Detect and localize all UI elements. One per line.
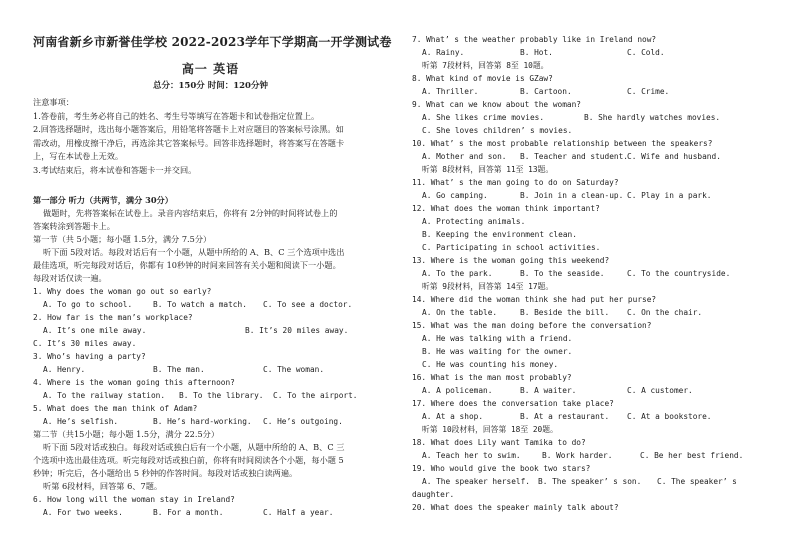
question-15-option-b: B. He was waiting for the owner. — [422, 347, 573, 356]
question-1: 1. Why does the woman go out so early? — [33, 287, 212, 296]
part1-heading: 第一部分 听力（共两节，满分 30分） — [33, 195, 173, 205]
question-14: 14. Where did the woman think she had put her purse? — [412, 295, 657, 304]
option-b: B. Hot. — [520, 48, 553, 57]
question-12-option-c: C. Participating in school activities. — [422, 243, 601, 252]
material-6-note: 听第 6段材料，回答第 6、7题。 — [43, 481, 163, 491]
part1-intro-a: 做题时，先将答案标在试卷上。录音内容结束后，你将有 2分钟的时间将试卷上的 — [43, 208, 338, 218]
question-4-options — [33, 389, 388, 402]
question-13: 13. Where is the woman going this weekend? — [412, 256, 610, 265]
question-5-options — [33, 415, 388, 428]
option-a: A. Mother and son. — [422, 152, 507, 161]
question-15-option-c: C. He was counting his money. — [422, 360, 559, 369]
option-c: C. To the countryside. — [627, 269, 731, 278]
question-18: 18. What does Lily want Tamika to do? — [412, 438, 586, 447]
option-c: C. Half a year. — [263, 508, 334, 517]
question-3-options — [33, 363, 388, 376]
option-b: B. Join in a clean-up. — [520, 191, 624, 200]
option-b: B. To watch a match. — [153, 300, 247, 309]
option-a: A. A policeman. — [422, 386, 493, 395]
question-12-option-b: B. Keeping the environment clean. — [422, 230, 577, 239]
question-2-options — [33, 324, 388, 337]
option-b: B. The man. — [153, 365, 205, 374]
option-c: C. At a bookstore. — [627, 412, 712, 421]
option-c: C. To see a doctor. — [263, 300, 353, 309]
option-b: B. Beside the bill. — [520, 308, 610, 317]
question-19: 19. Who would give the book two stars? — [412, 464, 591, 473]
question-8-options — [412, 85, 762, 98]
notice-heading: 注意事项： — [33, 97, 74, 107]
option-a: A. The speaker herself. — [422, 477, 530, 486]
option-c: C. On the chair. — [627, 308, 703, 317]
question-18-options — [412, 449, 762, 462]
option-c: C. The speaker’ s — [657, 477, 737, 486]
option-a: A. Thriller. — [422, 87, 479, 96]
question-3: 3. Who’s having a party? — [33, 352, 146, 361]
option-a: A. Henry. — [43, 365, 86, 374]
question-11: 11. What’ s the man going to do on Saturday? — [412, 178, 619, 187]
option-b: B. Cartoon. — [520, 87, 572, 96]
question-15-option-a: A. He was talking with a friend. — [422, 334, 573, 343]
question-11-options — [412, 189, 762, 202]
notice-item-2c: 上，写在本试卷上无效。 — [33, 151, 124, 161]
part1-questions-continued — [412, 33, 762, 514]
question-7: 7. What’ s the weather probably like in Ireland now? — [412, 35, 657, 44]
option-b: B. She hardly watches movies. — [584, 113, 721, 122]
option-a: A. It’s one mile away. — [43, 326, 147, 335]
option-c: C. He’s outgoing. — [263, 417, 343, 426]
question-14-options — [412, 306, 762, 319]
question-17: 17. Where does the conversation take place? — [412, 399, 614, 408]
material-10-note: 听第 10段材料，回答第 18至 20题。 — [422, 425, 558, 434]
question-9-option-c: C. She loves children’ s movies. — [422, 126, 573, 135]
section1-text-c: 每段对话仅读一遍。 — [33, 273, 107, 283]
option-a: A. On the table. — [422, 308, 498, 317]
option-a: A. To the railway station. — [43, 391, 166, 400]
option-c: C. Wife and husband. — [627, 152, 721, 161]
question-5: 5. What does the man think of Adam? — [33, 404, 198, 413]
question-19-option-c-cont: daughter. — [412, 490, 455, 499]
option-c: C. Play in a park. — [627, 191, 712, 200]
exam-subtitle: 高一 英语 — [181, 62, 240, 76]
notice-item-1: 1.答卷前，考生务必将自己的姓名、考生号等填写在答题卡和试卷指定位置上。 — [33, 110, 320, 121]
option-c: C. A customer. — [627, 386, 693, 395]
option-b: B. To the library. — [179, 391, 264, 400]
question-20: 20. What does the speaker mainly talk about? — [412, 503, 619, 512]
exam-title: 河南省新乡市新誉佳学校 2022-2023学年下学期高一开学测试卷 — [33, 35, 392, 49]
option-c: C. To the airport. — [273, 391, 358, 400]
option-b: B. For a month. — [153, 508, 224, 517]
question-15: 15. What was the man doing before the conversation? — [412, 321, 652, 330]
option-b: B. At a restaurant. — [520, 412, 610, 421]
option-b: B. Work harder. — [542, 451, 613, 460]
option-b: B. He’s hard-working. — [153, 417, 252, 426]
question-2-option-c: C. It’s 30 miles away. — [33, 339, 137, 348]
section1-text-a: 听下面 5段对话。每段对话后有一个小题，从题中所给的 A、B、C 三个选项中选出 — [43, 247, 345, 257]
question-8: 8. What kind of movie is GZaw? — [412, 74, 553, 83]
section1-heading: 第一节（共 5小题；每小题 1.5分，满分 7.5分） — [33, 234, 212, 244]
question-16: 16. What is the man most probably? — [412, 373, 572, 382]
question-13-options — [412, 267, 762, 280]
section2-heading: 第二节（共15小题；每小题 1.5分，满分 22.5分） — [33, 429, 220, 439]
question-7-options — [412, 46, 762, 59]
option-c: C. Crime. — [627, 87, 670, 96]
question-2: 2. How far is the man’s workplace? — [33, 313, 193, 322]
option-b: B. It’s 20 miles away. — [245, 326, 349, 335]
option-b: B. The speaker’ s son. — [538, 477, 642, 486]
section2-text-a: 听下面 5段对话或独白。每段对话或独白后有一个小题，从题中所给的 A、B、C 三 — [43, 442, 345, 452]
section1-text-b: 最佳选项，听完每段对话后，你都有 10秒钟的时间来回答有关小题和阅读下一小题。 — [33, 260, 341, 270]
option-a: A. Rainy. — [422, 48, 465, 57]
option-a: A. She likes crime movies. — [422, 113, 545, 122]
material-8-note: 听第 8段材料，回答第 11至 13题。 — [422, 165, 554, 174]
notice-item-2a: 2.回答选择题时，选出每小题答案后，用铅笔将答题卡上对应题目的答案标号涂黑。如 — [33, 124, 344, 134]
question-1-options — [33, 298, 388, 311]
notice-item-2b: 需改动，用橡皮擦干净后，再选涂其它答案标号。回答非选择题时，将答案写在答题卡 — [33, 137, 345, 148]
option-b: B. Teacher and student. — [520, 152, 628, 161]
section2-text-b: 个选项中选出最佳选项。听完每段对话或独白前，你将有时间阅读各个小题，每小题 5 — [33, 455, 344, 465]
option-a: A. To the park. — [422, 269, 493, 278]
notice-section — [33, 96, 388, 177]
question-10: 10. What’ s the most probable relationship between the speakers? — [412, 139, 713, 148]
question-4: 4. Where is the woman going this afternoon? — [33, 378, 235, 387]
option-a: A. At a shop. — [422, 412, 484, 421]
question-12-option-a: A. Protecting animals. — [422, 217, 526, 226]
question-6-options — [33, 506, 388, 519]
question-10-options — [412, 150, 762, 163]
question-17-options — [412, 410, 762, 423]
exam-score-time: 总分：150分 时间：120分钟 — [153, 81, 268, 91]
option-a: A. He’s selfish. — [43, 417, 119, 426]
section2-text-c: 秒钟；听完后，各小题给出 5 秒钟的作答时间。每段对话或独白读两遍。 — [33, 468, 298, 478]
option-c: C. The woman. — [263, 365, 325, 374]
option-c: C. Be her best friend. — [640, 451, 744, 460]
question-19-options — [412, 475, 762, 488]
material-9-note: 听第 9段材料，回答第 14至 17题。 — [422, 282, 554, 291]
option-a: A. Go camping. — [422, 191, 488, 200]
material-7-note: 听第 7段材料，回答第 8至 10题。 — [422, 61, 549, 70]
option-c: C. Cold. — [627, 48, 665, 57]
option-a: A. For two weeks. — [43, 508, 123, 517]
part1-section — [33, 194, 388, 519]
part1-intro-b: 答案转涂到答题卡上。 — [33, 221, 115, 231]
option-b: B. To the seaside. — [520, 269, 605, 278]
question-6: 6. How long will the woman stay in Ireland? — [33, 495, 235, 504]
question-12: 12. What does the woman think important? — [412, 204, 600, 213]
option-b: B. A waiter. — [520, 386, 577, 395]
option-a: A. Teach her to swim. — [422, 451, 521, 460]
notice-item-3: 3.考试结束后，将本试卷和答题卡一并交回。 — [33, 164, 197, 175]
option-a: A. To go to school. — [43, 300, 133, 309]
question-9: 9. What can we know about the woman? — [412, 100, 581, 109]
question-9-options — [412, 111, 762, 124]
question-16-options — [412, 384, 762, 397]
